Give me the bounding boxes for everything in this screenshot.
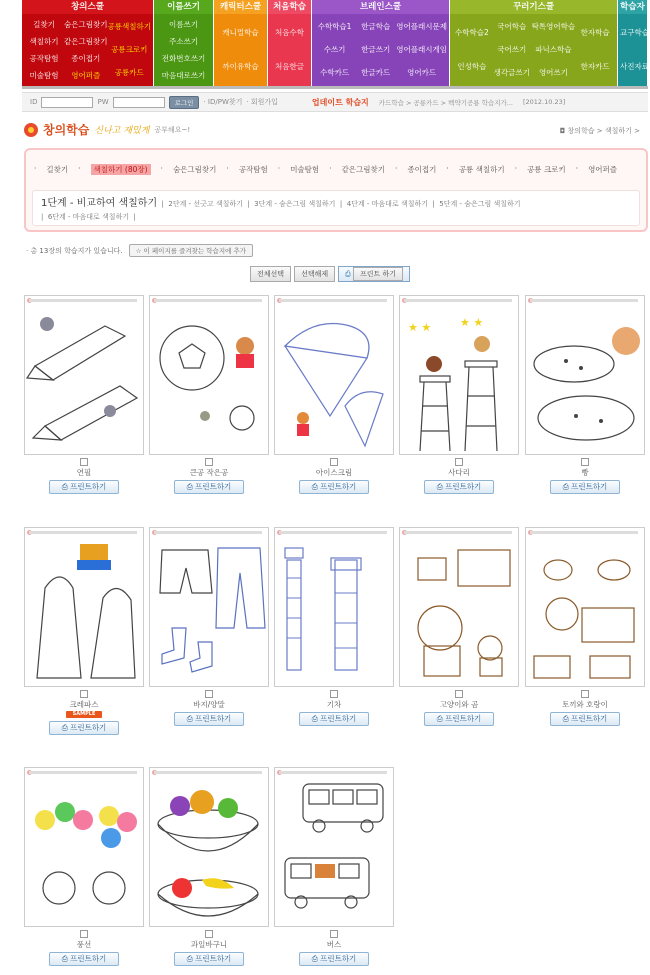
slogan: 신나고 재밌게 [94, 126, 150, 136]
worksheet-illustration [400, 306, 518, 454]
nav-item[interactable]: 영어카드 [407, 67, 437, 77]
join-link[interactable]: · 회원가입 [246, 98, 278, 106]
worksheet-name: 사다리 [448, 468, 470, 477]
print-button-label: 프린트하기 [320, 482, 357, 491]
print-button[interactable]: ⎙ 프린트하기 [49, 721, 119, 735]
worksheet-thumbnail[interactable] [274, 527, 394, 687]
nav-item[interactable]: 국어쓰기 [497, 44, 527, 54]
worksheet-checkbox[interactable] [455, 690, 463, 698]
worksheet-thumbnail[interactable] [525, 295, 645, 455]
print-button[interactable]: ⎙ 프린트하기 [550, 712, 620, 726]
worksheet-name: 토끼와 호랑이 [562, 700, 608, 709]
nav-column [314, 16, 355, 84]
worksheet-card [24, 767, 144, 966]
add-favorite-label: 이 페이지를 즐겨찾는 학습지에 추가 [143, 247, 246, 255]
nav-item[interactable]: 마음대로쓰기 [161, 70, 206, 80]
nav-item[interactable]: 한글카드 [361, 67, 391, 77]
update-date: [2012.10.23] [522, 98, 566, 106]
nav-category-body [154, 14, 213, 86]
worksheet-card [399, 295, 519, 494]
svg-text:★ ★: ★ ★ [460, 316, 484, 329]
update-title: 업데이트 학습지 [311, 97, 369, 107]
worksheet-thumbnail[interactable] [149, 295, 269, 455]
worksheet-checkbox[interactable] [581, 690, 589, 698]
breadcrumb-link[interactable]: 창의학습 > 색칠하기 > [567, 127, 640, 135]
thumbnail-instruction [154, 771, 262, 774]
worksheet-illustration [526, 538, 644, 686]
nav-item[interactable]: 처음한글 [275, 62, 304, 71]
worksheet-illustration [150, 306, 268, 454]
nav-item[interactable]: 수학학습1 [317, 22, 352, 32]
print-button-label: 프린트하기 [195, 482, 232, 491]
nav-item[interactable]: 영어플래시문제 [396, 22, 447, 32]
worksheet-checkbox[interactable] [205, 690, 213, 698]
sample-badge: SAMPLE [66, 711, 102, 718]
worksheet-checkbox[interactable] [205, 930, 213, 938]
page-title [24, 121, 190, 138]
deselect-button[interactable]: 선택해제 [294, 266, 335, 282]
top-divider [22, 86, 648, 89]
nav-category-2 [214, 0, 268, 86]
worksheet-card [149, 767, 269, 966]
category-tab[interactable]: 길찾기 [46, 165, 69, 174]
worksheet-illustration [25, 538, 143, 686]
category-tab[interactable]: 같은그림찾기 [341, 165, 386, 174]
print-button[interactable]: ⎙ 프린트하기 [550, 480, 620, 494]
nav-column [492, 16, 532, 84]
nav-item[interactable]: 파닉스학습 [535, 44, 572, 54]
worksheet-checkbox[interactable] [330, 690, 338, 698]
print-button-label: 프린트하기 [320, 954, 357, 963]
nav-item[interactable]: 색칠하기 [29, 36, 59, 46]
worksheet-thumbnail[interactable] [274, 295, 394, 455]
nav-column [64, 16, 107, 84]
category-tab[interactable]: 공룡 크로키 [527, 165, 566, 174]
nav-item[interactable]: 공룡크로키 [111, 44, 148, 54]
thumbnail-instruction [279, 299, 387, 302]
worksheet-name: 고양이와 곰 [439, 700, 479, 709]
nav-item[interactable]: 처음수학 [275, 28, 304, 37]
worksheet-card [24, 295, 144, 494]
nav-column [452, 16, 492, 84]
thumbnail-instruction [29, 531, 137, 534]
category-tab[interactable]: 영어퍼즐 [588, 165, 618, 174]
category-tab[interactable]: 색칠하기 (80장) [91, 164, 151, 175]
nav-category-body [22, 14, 153, 86]
worksheet-illustration [150, 538, 268, 686]
nav-category-5 [450, 0, 618, 86]
worksheet-illustration [400, 538, 518, 686]
worksheet-illustration [526, 306, 644, 454]
worksheet-card [525, 527, 645, 726]
nav-item[interactable]: 같은그림찾기 [64, 36, 108, 46]
worksheet-thumbnail[interactable] [525, 527, 645, 687]
title-text: 창의학습 [43, 123, 90, 137]
thumbnail-instruction [29, 299, 137, 302]
worksheet-card [399, 527, 519, 726]
print-button[interactable]: ⎙ 프린트하기 [49, 480, 119, 494]
nav-item[interactable]: 미술탐험 [29, 70, 59, 80]
worksheet-checkbox[interactable] [205, 458, 213, 466]
nav-item[interactable]: 탁톡영어학습 [531, 22, 576, 32]
worksheet-illustration [275, 778, 393, 926]
worksheet-illustration [25, 306, 143, 454]
nav-item[interactable]: 종이접기 [71, 53, 101, 63]
nav-item[interactable]: 숨은그림찾기 [64, 19, 108, 29]
category-tab[interactable]: 숨은그림찾기 [172, 165, 217, 174]
thumbnail-instruction [154, 531, 262, 534]
worksheet-name: 바지/양말 [193, 700, 225, 709]
nav-item[interactable]: 한글쓰기 [361, 44, 391, 54]
nav-item[interactable]: 주소쓰기 [169, 36, 198, 46]
nav-category-head[interactable]: 창의스쿨 [22, 0, 153, 14]
print-button[interactable]: ⎙ 프린트하기 [174, 712, 244, 726]
select-all-button[interactable]: 전체선택 [250, 266, 291, 282]
nav-category-body [214, 14, 267, 86]
thumbnail-instruction [404, 299, 512, 302]
nav-column [355, 16, 396, 84]
level-tabs: 1단계 - 비교하여 색칠하기 | 2단계 - 선긋고 색칠하기 | 3단계 - 숨은그림 색칠하기 | 4단계 - 마음대로 색칠하기 | 5단계 - 숨은그림 색칠하기 | 6단계 - 마음대로 색칠하기 | [32, 190, 640, 226]
nav-item[interactable]: 한글학습 [361, 22, 391, 32]
action-buttons [250, 266, 410, 282]
top-navigation [22, 0, 648, 86]
worksheet-card [149, 295, 269, 494]
worksheet-card [525, 295, 645, 494]
nav-category-4 [312, 0, 450, 86]
worksheet-thumbnail[interactable] [399, 527, 519, 687]
print-button[interactable]: ⎙ 프린트하기 [174, 952, 244, 966]
slogan-sub: 공부해요~! [154, 125, 191, 134]
print-button-label: 프린트하기 [445, 482, 482, 491]
thumbnail-instruction [154, 299, 262, 302]
level-tab-2[interactable]: 2단계 - 선긋고 색칠하기 [168, 200, 243, 208]
worksheet-card [149, 527, 269, 726]
nav-column [396, 16, 447, 84]
worksheet-checkbox[interactable] [330, 930, 338, 938]
print-button-label: 프린트하기 [195, 714, 232, 723]
worksheet-thumbnail[interactable] [149, 767, 269, 927]
category-tab[interactable]: 공작탐험 [238, 165, 268, 174]
update-text[interactable]: 카드학습 > 공룡카드 > 벡약기공룡 학습지가... [378, 98, 513, 107]
worksheet-checkbox[interactable] [80, 930, 88, 938]
nav-category-head[interactable]: 캐릭터스쿨 [214, 0, 267, 14]
worksheet-name: 버스 [326, 940, 342, 949]
level-tab-4[interactable]: 4단계 - 마음대로 색칠하기 [346, 200, 428, 208]
find-id-pw-link[interactable]: · ID/PW찾기 [203, 98, 243, 106]
worksheet-name: 빵 [581, 468, 589, 477]
print-button[interactable]: ⎙ 프린트하기 [174, 480, 244, 494]
worksheet-name: 아이스크림 [315, 468, 353, 477]
nav-category-3 [268, 0, 312, 86]
worksheet-illustration [275, 538, 393, 686]
pw-label: PW [97, 98, 109, 106]
category-tabs-box [24, 148, 648, 232]
login-button[interactable]: 로그인 [169, 96, 200, 109]
print-button-label: 프린트하기 [70, 954, 107, 963]
print-button[interactable]: ⎙ 프린트하기 [424, 480, 494, 494]
nav-item[interactable]: 영어플래시게임 [396, 44, 447, 54]
print-button-label: 프린트하기 [320, 714, 357, 723]
worksheet-illustration [25, 778, 143, 926]
add-favorite-button[interactable]: ☆ 이 페이지를 즐겨찾는 학습지에 추가 [129, 244, 253, 257]
count-row [26, 244, 253, 257]
nav-item[interactable]: 국어학습 [497, 22, 527, 32]
nav-item[interactable]: 캐니멀학습 [222, 28, 259, 37]
nav-category-head[interactable]: 학습자 [618, 0, 647, 14]
nav-item[interactable]: 전화번호쓰기 [161, 53, 206, 63]
print-button-label: 프린트하기 [195, 954, 232, 963]
thumbnail-instruction [279, 771, 387, 774]
nav-category-body [450, 14, 617, 86]
nav-item[interactable]: 수쓰기 [323, 44, 346, 54]
print-button[interactable]: ⎙ 프린트하기 [424, 712, 494, 726]
category-tab[interactable]: 미술탐험 [290, 165, 320, 174]
worksheet-card [274, 767, 394, 966]
worksheet-card [24, 527, 144, 735]
level-tab-6[interactable]: 6단계 - 마음대로 색칠하기 [47, 213, 130, 221]
worksheet-thumbnail[interactable] [24, 767, 144, 927]
print-button[interactable]: ⎙ 프린트하기 [299, 480, 369, 494]
nav-column [24, 16, 64, 84]
nav-category-0 [22, 0, 154, 86]
nav-column [270, 16, 309, 84]
nav-category-1 [154, 0, 214, 86]
print-selected-button[interactable]: ⎙ 프린트 하기 [338, 266, 410, 282]
print-button-label: 프린트하기 [445, 714, 482, 723]
thumbnail-instruction [279, 531, 387, 534]
nav-item[interactable]: 영어쓰기 [538, 67, 568, 77]
worksheet-card [274, 527, 394, 726]
worksheet-name: 크레파스 [69, 700, 99, 709]
worksheet-thumbnail[interactable] [274, 767, 394, 927]
thumbnail-instruction [530, 531, 638, 534]
id-label: ID [30, 98, 38, 106]
pw-input[interactable] [113, 97, 165, 108]
nav-item[interactable]: 수학카드 [320, 67, 350, 77]
worksheet-illustration [275, 306, 393, 454]
nav-item[interactable]: 이름쓰기 [169, 19, 198, 29]
nav-item[interactable]: 영어퍼즐 [71, 70, 101, 80]
svg-text:★ ★: ★ ★ [408, 321, 432, 334]
thumbnail-instruction [530, 299, 638, 302]
title-emblem-icon [24, 123, 38, 137]
nav-category-body [618, 14, 647, 86]
nav-category-6 [618, 0, 648, 86]
worksheet-thumbnail[interactable] [149, 527, 269, 687]
print-button-label: 프린트하기 [571, 482, 608, 491]
nav-item[interactable]: 인성학습 [457, 62, 487, 71]
thumbnail-instruction [404, 531, 512, 534]
worksheet-name: 풍선 [76, 940, 92, 949]
id-input[interactable] [41, 97, 93, 108]
nav-item[interactable]: 수학학습2 [455, 28, 489, 37]
nav-column [575, 16, 615, 84]
print-button[interactable]: ⎙ 프린트하기 [299, 712, 369, 726]
nav-item[interactable]: 생각글쓰기 [493, 67, 530, 77]
nav-category-head[interactable]: 브레인스쿨 [312, 0, 449, 14]
nav-item[interactable]: 공룡카드 [114, 67, 144, 77]
worksheet-thumbnail[interactable] [24, 527, 144, 687]
worksheet-checkbox[interactable] [581, 458, 589, 466]
print-selected-label: 프린트 하기 [353, 267, 403, 281]
nav-item[interactable]: 길찾기 [33, 19, 55, 29]
nav-column [532, 16, 575, 84]
nav-column [216, 16, 265, 84]
worksheet-card [274, 295, 394, 494]
level-tab-1[interactable]: 1단계 - 비교하여 색칠하기 [41, 198, 158, 209]
worksheet-thumbnail[interactable] [24, 295, 144, 455]
print-button[interactable]: ⎙ 프린트하기 [299, 952, 369, 966]
nav-item[interactable]: 공룡색칠하기 [107, 22, 151, 32]
worksheet-checkbox[interactable] [80, 458, 88, 466]
worksheet-name: 연필 [76, 468, 92, 477]
thumbnail-instruction [29, 771, 137, 774]
worksheet-name: 큰공 작은공 [189, 468, 229, 477]
nav-column [620, 16, 649, 84]
category-tab[interactable]: 종이접기 [407, 165, 437, 174]
print-button[interactable]: ⎙ 프린트하기 [49, 952, 119, 966]
nav-category-head[interactable]: 꾸러기스쿨 [450, 0, 617, 14]
login-bar [22, 92, 648, 112]
nav-category-head[interactable]: 이름쓰기 [154, 0, 213, 14]
nav-category-head[interactable]: 처음학습 [268, 0, 311, 14]
worksheet-checkbox[interactable] [455, 458, 463, 466]
nav-item[interactable]: 한자학습 [580, 28, 610, 37]
nav-column [156, 16, 211, 84]
nav-category-body [312, 14, 449, 86]
category-tab[interactable]: 공룡 색칠하기 [458, 165, 505, 174]
nav-category-body [268, 14, 311, 86]
worksheet-checkbox[interactable] [80, 690, 88, 698]
worksheet-thumbnail[interactable] [399, 295, 519, 455]
nav-item[interactable]: 사진자료 [620, 62, 649, 71]
level-tab-3[interactable]: 3단계 - 숨은그림 색칠하기 [254, 200, 336, 208]
category-tabs: · 길찾기 · 색칠하기 (80장) · 숨은그림찾기 · 공작탐험 · 미술탐험 · 같은그림찾기 · 종이접기 · 공룡 색칠하기 · 공룡 크로키 · 영어퍼즐 [34, 164, 618, 174]
nav-item[interactable]: 까이유학습 [222, 62, 259, 71]
breadcrumb: ◘ 창의학습 > 색칠하기 > [559, 127, 640, 135]
worksheet-name: 기차 [326, 700, 342, 709]
nav-item[interactable]: 교구학습 [620, 28, 649, 37]
nav-column [108, 16, 151, 84]
worksheet-illustration [150, 778, 268, 926]
nav-item[interactable]: 한자카드 [580, 62, 610, 71]
nav-item[interactable]: 공작탐험 [29, 53, 59, 63]
print-button-label: 프린트하기 [70, 482, 107, 491]
worksheet-checkbox[interactable] [330, 458, 338, 466]
print-button-label: 프린트하기 [571, 714, 608, 723]
worksheet-name: 과일바구니 [190, 940, 228, 949]
print-button-label: 프린트하기 [70, 723, 107, 732]
count-text: · 총 13장의 학습지가 있습니다. [26, 246, 123, 255]
level-tab-5[interactable]: 5단계 - 숨은그림 색칠하기 [439, 200, 521, 208]
